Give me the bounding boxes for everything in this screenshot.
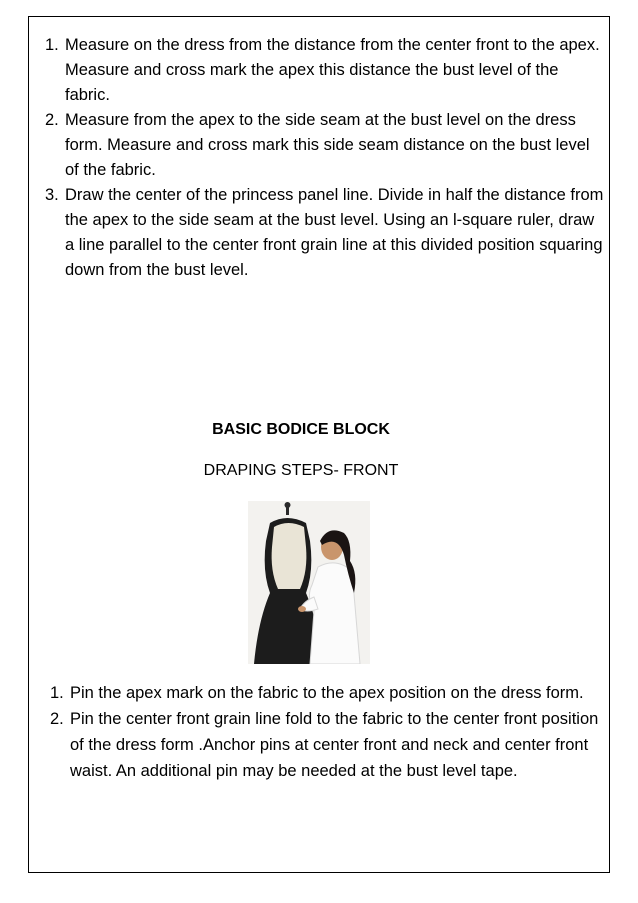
step-number: 3.: [45, 186, 59, 204]
stand-knob: [285, 502, 291, 508]
list-item: [45, 108, 605, 183]
step-text: Measure from the apex to the side seam at the bust level on the dress form. Measure and cross mark this side seam distance on the bust level of the fabric.: [65, 111, 590, 179]
draping-photo: [248, 501, 370, 664]
step-number: 1.: [50, 684, 64, 702]
step-number: 2.: [45, 111, 59, 129]
measurement-steps-list: [45, 33, 605, 283]
list-item: [45, 183, 605, 283]
section-title: BASIC BODICE BLOCK: [212, 421, 390, 438]
step-text: Draw the center of the princess panel line. Divide in half the distance from the apex to the side seam at the bust level. Using an l-square ruler, draw a line parallel to the center front grain line at this divided position squaring down from the bust level.: [65, 186, 604, 279]
person-hand: [298, 606, 306, 612]
step-number: 2.: [50, 710, 64, 728]
step-text: Pin the apex mark on the fabric to the apex position on the dress form.: [70, 684, 584, 702]
section-subtitle: DRAPING STEPS- FRONT: [203, 462, 399, 479]
step-text: Pin the center front grain line fold to the fabric to the center front position of the dress form .Anchor pins at center front and neck and center front waist. An additional pin may be needed at the bust level tape.: [70, 710, 599, 780]
draping-steps-list: [50, 680, 610, 784]
muslin-fabric: [272, 523, 307, 589]
list-item: [45, 33, 605, 108]
step-number: 1.: [45, 36, 59, 54]
list-item: [50, 706, 610, 784]
step-text: Measure on the dress from the distance from the center front to the apex. Measure and cross mark the apex this distance the bust level of the fabric.: [65, 36, 600, 104]
list-item: [50, 680, 610, 706]
